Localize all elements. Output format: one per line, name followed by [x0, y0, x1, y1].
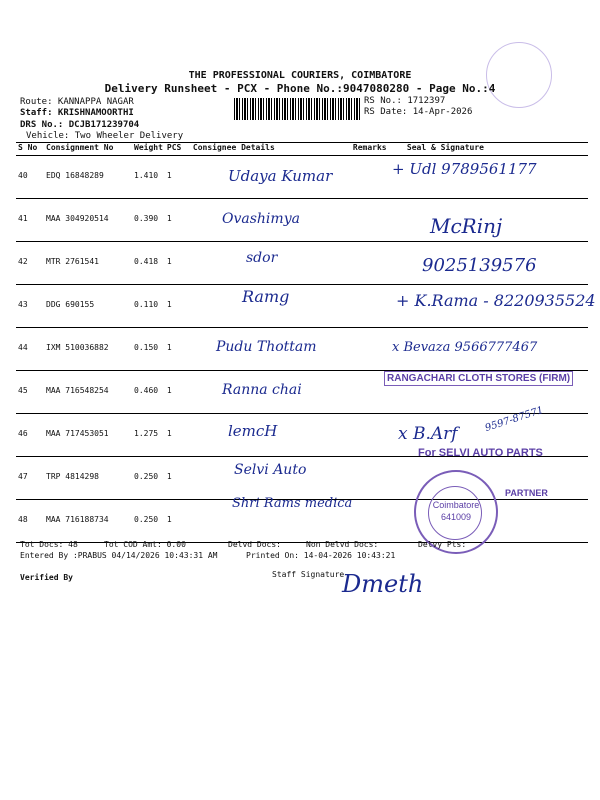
cell-pcs: 1 — [165, 500, 191, 543]
cell-weight: 0.250 — [132, 500, 165, 543]
cell-sno: 46 — [16, 414, 44, 457]
entered-by: Entered By :PRABUS 04/14/2026 10:43:31 AM — [20, 551, 218, 560]
cell-pcs: 1 — [165, 414, 191, 457]
cell-weight: 0.250 — [132, 457, 165, 500]
handwritten-signature: + Udl 9789561177 — [392, 160, 537, 178]
cell-weight: 0.110 — [132, 285, 165, 328]
handwritten-consignee: Shri Rams medica — [232, 496, 353, 511]
cell-sno: 48 — [16, 500, 44, 543]
cell-weight: 0.418 — [132, 242, 165, 285]
col-weight: Weight — [132, 143, 165, 156]
cell-pcs: 1 — [165, 371, 191, 414]
seal-city: Coimbatore — [432, 500, 480, 510]
cell-weight: 0.390 — [132, 199, 165, 242]
handwritten-signature: + K.Rama - 8220935524 — [396, 291, 596, 310]
cell-sno: 47 — [16, 457, 44, 500]
handwritten-consignee: Ramg — [242, 287, 290, 306]
col-consignment: Consignment No — [44, 143, 132, 156]
handwritten-signature: x Bevaza 9566777467 — [392, 340, 538, 355]
table-header — [16, 143, 588, 156]
cell-weight: 1.410 — [132, 156, 165, 199]
cell-sno: 45 — [16, 371, 44, 414]
handwritten-consignee: sdor — [246, 250, 278, 266]
route-label: Route: KANNAPPA NAGAR — [20, 97, 134, 107]
cell-sno: 42 — [16, 242, 44, 285]
rs-number: RS No.: 1712397 — [364, 96, 446, 106]
delvd-docs: Delvd Docs: — [228, 540, 281, 549]
rs-date: RS Date: 14-Apr-2026 — [364, 107, 473, 117]
rangachari-stamp: RANGACHARI CLOTH STORES (FIRM) — [384, 371, 573, 386]
handwritten-signature: x B.Arf — [398, 424, 458, 444]
cell-sno: 43 — [16, 285, 44, 328]
col-sno: S No — [16, 143, 44, 156]
cell-pcs: 1 — [165, 328, 191, 371]
printed-on: Printed On: 14-04-2026 10:43:21 — [246, 551, 396, 560]
handwritten-consignee: Udaya Kumar — [228, 167, 333, 185]
barcode — [234, 98, 360, 120]
verified-by: Verified By — [20, 573, 73, 582]
handwritten-consignee: lemcH — [228, 422, 278, 440]
handwritten-consignee: Ranna chai — [222, 382, 302, 398]
cell-pcs: 1 — [165, 199, 191, 242]
handwritten-consignee: Ovashimya — [222, 211, 300, 227]
drs-number: DRS No.: DCJB171239704 — [20, 120, 140, 130]
staff-signature-label: Staff Signature — [272, 570, 345, 579]
handwritten-consignee: Pudu Thottam — [216, 339, 317, 355]
cell-pcs: 1 — [165, 242, 191, 285]
staff-signature: Dmeth — [342, 570, 424, 598]
cell-consignment: IXM 510036882 — [44, 328, 132, 371]
tot-docs: Tot Docs: 48 — [20, 540, 78, 549]
cell-consignment: DDG 690155 — [44, 285, 132, 328]
cell-consignment: TRP 4814298 — [44, 457, 132, 500]
handwritten-consignee: Selvi Auto — [234, 462, 307, 478]
runsheet-title: Delivery Runsheet - PCX - Phone No.:9047080280 - Page No.:4 — [104, 82, 496, 95]
col-consignee: Consignee Details — [191, 143, 351, 156]
partner-label: PARTNER — [505, 488, 548, 498]
seal-pin: 641009 — [440, 512, 472, 522]
cell-weight: 0.150 — [132, 328, 165, 371]
tot-cod: Tot COD Amt: 0.00 — [104, 540, 186, 549]
staff-label: Staff: KRISHNAMOORTHI — [20, 108, 134, 118]
cell-sno: 44 — [16, 328, 44, 371]
cell-weight: 0.460 — [132, 371, 165, 414]
non-delvd-docs: Non Delvd Docs: — [306, 540, 379, 549]
handwritten-signature: 9025139576 — [422, 255, 537, 276]
vehicle-label: Vehicle: Two Wheeler Delivery — [26, 131, 184, 141]
cell-pcs: 1 — [165, 457, 191, 500]
col-pcs: PCS — [165, 143, 191, 156]
selvi-stamp: For SELVI AUTO PARTS — [418, 447, 543, 459]
delvy-pts: Delvy Pts: — [418, 540, 467, 549]
handwritten-signature: McRinj — [430, 214, 503, 238]
cell-consignment: MAA 716188734 — [44, 500, 132, 543]
cell-consignment: MAA 716548254 — [44, 371, 132, 414]
cell-pcs: 1 — [165, 285, 191, 328]
cell-weight: 1.275 — [132, 414, 165, 457]
col-remarks: Remarks — [351, 143, 405, 156]
company-title: THE PROFESSIONAL COURIERS, COIMBATORE — [188, 70, 412, 81]
col-seal-signature: Seal & Signature — [405, 143, 588, 156]
cell-consignment: MAA 304920514 — [44, 199, 132, 242]
cell-sno: 41 — [16, 199, 44, 242]
cell-consignment: MTR 2761541 — [44, 242, 132, 285]
cell-consignment: MAA 717453051 — [44, 414, 132, 457]
cell-consignment: EDQ 16848289 — [44, 156, 132, 199]
cell-pcs: 1 — [165, 156, 191, 199]
cell-sno: 40 — [16, 156, 44, 199]
handwritten-signature: 9597-87571 — [483, 404, 545, 435]
